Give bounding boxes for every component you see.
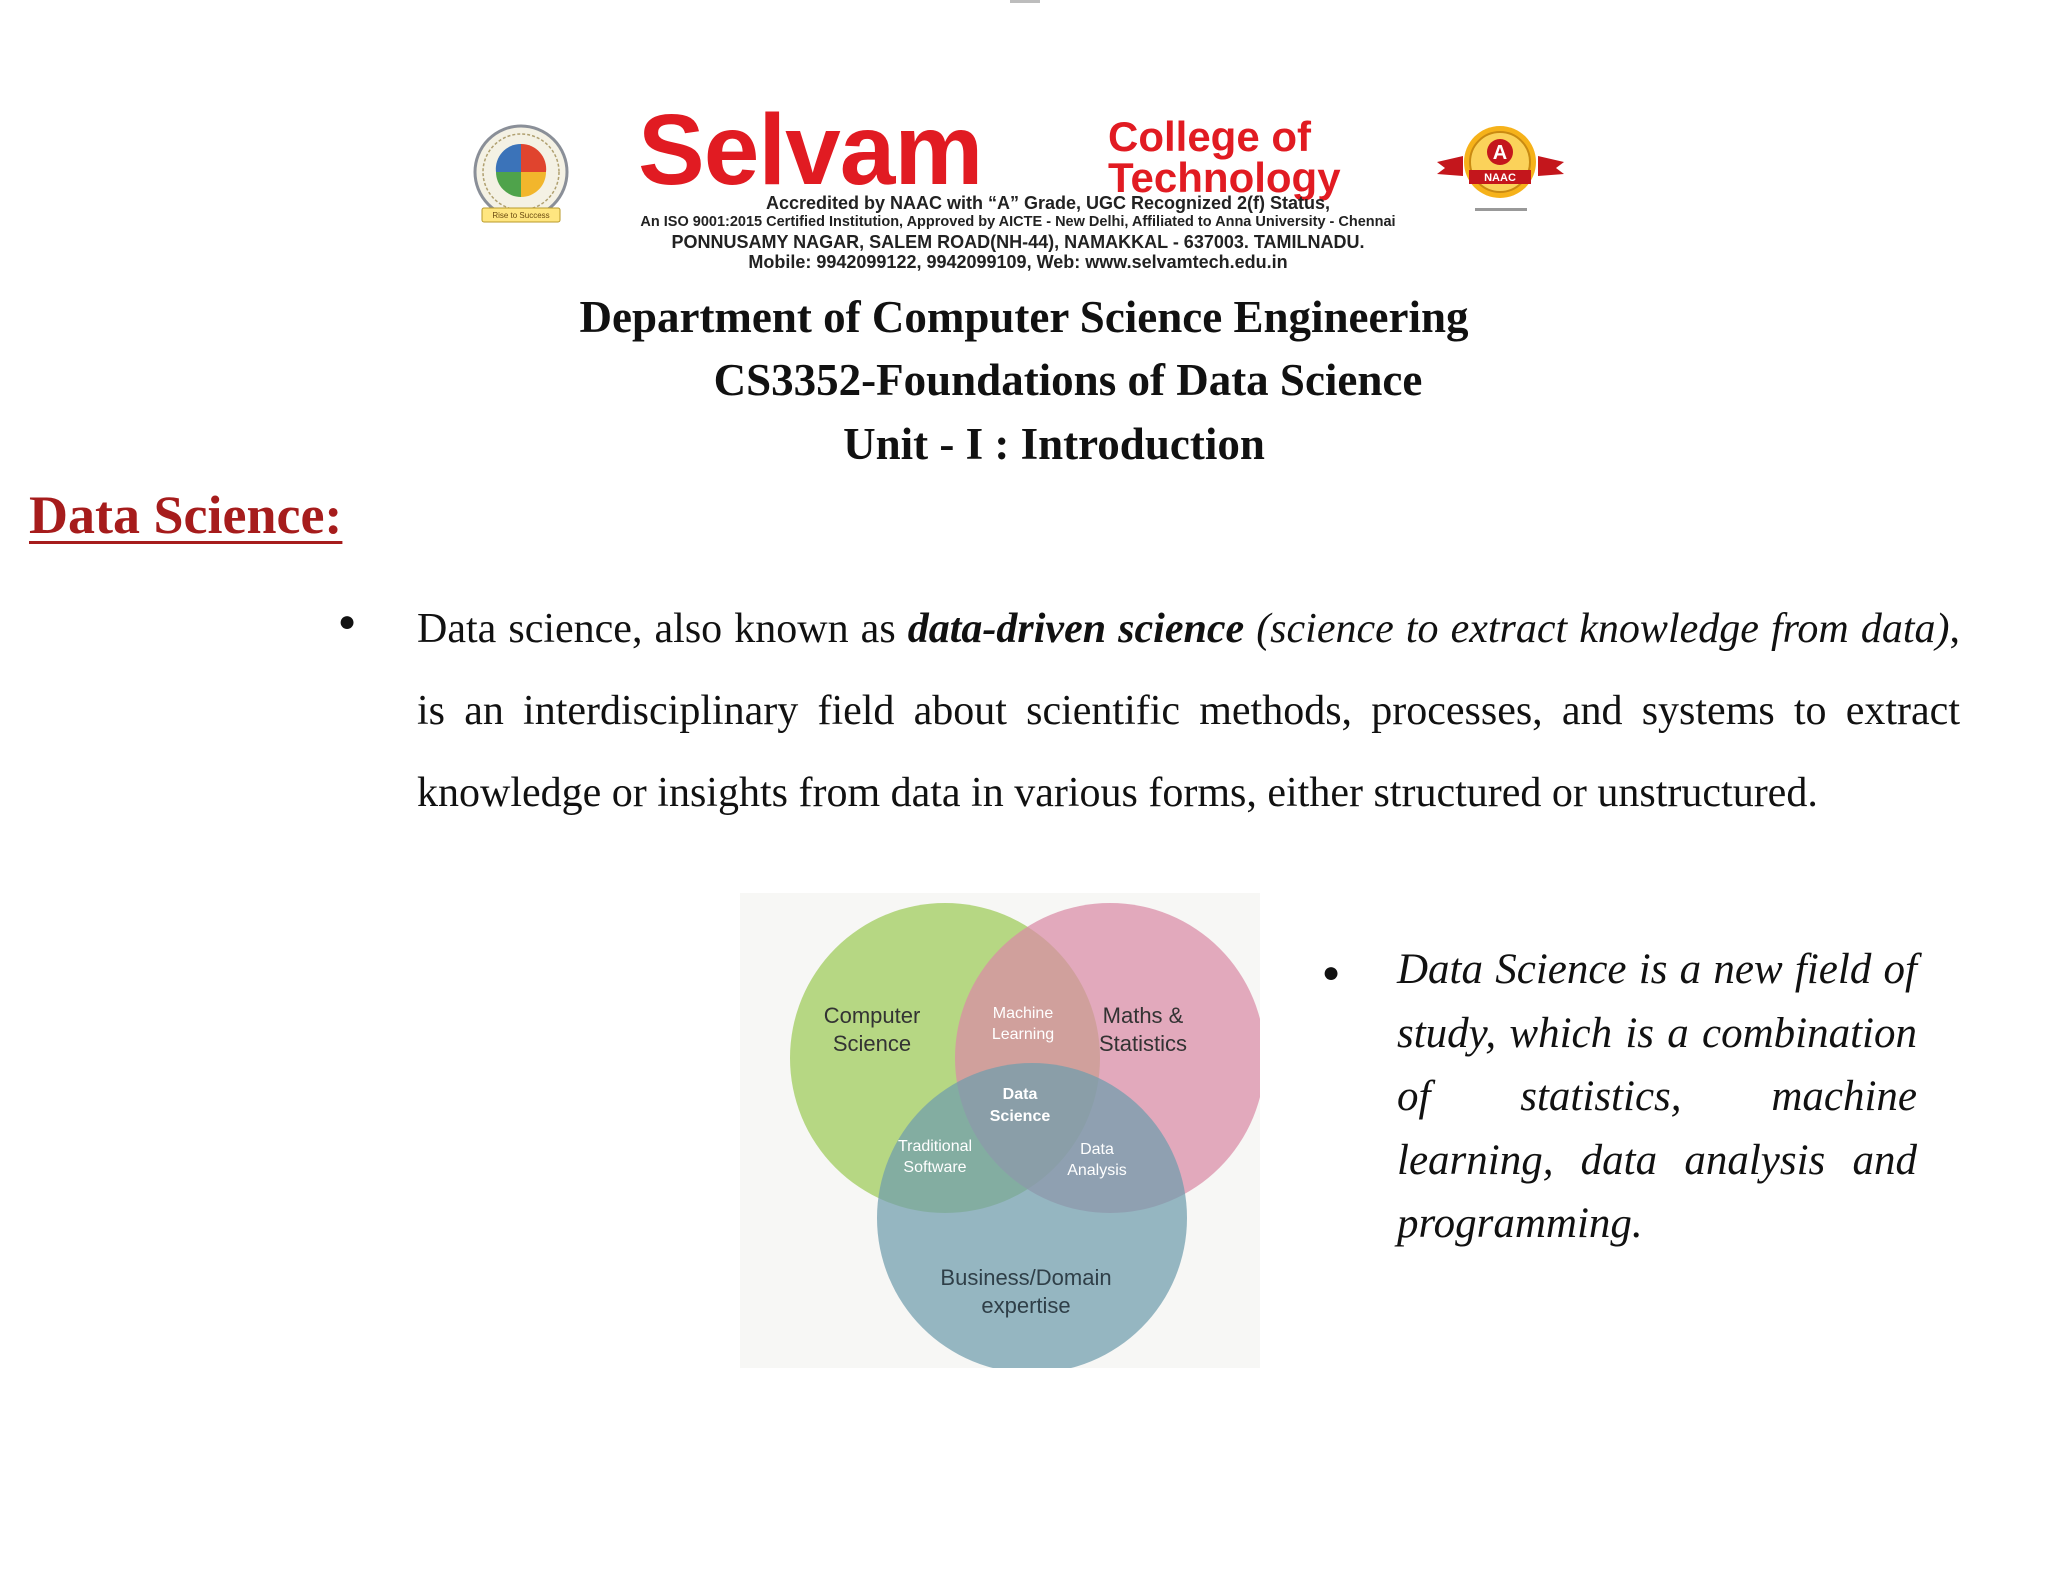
contact-line: Mobile: 9942099122, 9942099109, Web: www.selvamtech.edu.in [748, 252, 1288, 272]
para1-italic-aside: (science to extract knowledge from data) [1244, 606, 1950, 652]
summary-paragraph: Data Science is a new field of study, which is a combination of statistics, machine learning, data analysis and programming. [1397, 946, 1917, 1247]
venn-label-ts-2: Software [903, 1159, 967, 1176]
venn-label-da-1: Data [1080, 1141, 1114, 1158]
iso-line: An ISO 9001:2015 Certified Institution, Approved by AICTE - New Delhi, Affiliated to Anna University - Chennai [640, 214, 1396, 230]
venn-label-math-2: Statistics [1098, 1031, 1188, 1056]
letterhead [458, 92, 1578, 276]
para1-text-b: , is an interdisciplinary field about scientific methods, processes, and systems to extract knowledge or insights from data in various forms, either structured or unstructured. [417, 606, 1961, 816]
brand-subtitle-line1: College of [1108, 113, 1312, 160]
accreditation-line: Accredited by NAAC with “A” Grade, UGC Recognized 2(f) Status, [765, 193, 1331, 213]
section-title: Data Science: [29, 485, 343, 545]
svg-text:A: A [1492, 142, 1508, 164]
bullet-2: ● [1322, 956, 1341, 989]
brand-name: Selvam [638, 94, 983, 206]
venn-label-ds-2: Science [989, 1108, 1051, 1125]
venn-label-cs-2: Science [832, 1031, 912, 1056]
venn-label-ts-1: Traditional [897, 1138, 973, 1155]
address-line: PONNUSAMY NAGAR, SALEM ROAD(NH-44), NAMAKKAL - 637003. TAMILNADU. [671, 232, 1365, 252]
venn-diagram [740, 893, 1260, 1368]
venn-label-da-2: Analysis [1067, 1162, 1127, 1179]
venn-label-business-1: Business/Domain [940, 1265, 1112, 1290]
bullet-1: ● [338, 605, 357, 638]
svg-text:NAAC: NAAC [1484, 172, 1516, 184]
definition-paragraph [417, 588, 1960, 834]
para1-bold-term: data-driven science [907, 606, 1245, 652]
brand-subtitle-line2: Technology [1108, 154, 1341, 201]
course-heading: CS3352-Foundations of Data Science [713, 355, 1423, 405]
brand-subtitle [1108, 113, 1341, 201]
venn-label-cs-1: Computer [823, 1003, 921, 1028]
top-mark [1010, 0, 1040, 3]
svg-text:Rise to Success: Rise to Success [492, 211, 550, 220]
venn-label-ml-2: Learning [991, 1026, 1055, 1043]
venn-label-ml-1: Machine [992, 1005, 1054, 1022]
para1-text-a: Data science, also known as [417, 606, 908, 652]
department-heading: Department of Computer Science Engineering [579, 292, 1469, 342]
unit-heading: Unit - I : Introduction [843, 419, 1265, 469]
venn-label-ds-1: Data [1002, 1086, 1038, 1103]
venn-label-math-1: Maths & [1102, 1003, 1184, 1028]
venn-label-business-2: expertise [981, 1293, 1071, 1318]
